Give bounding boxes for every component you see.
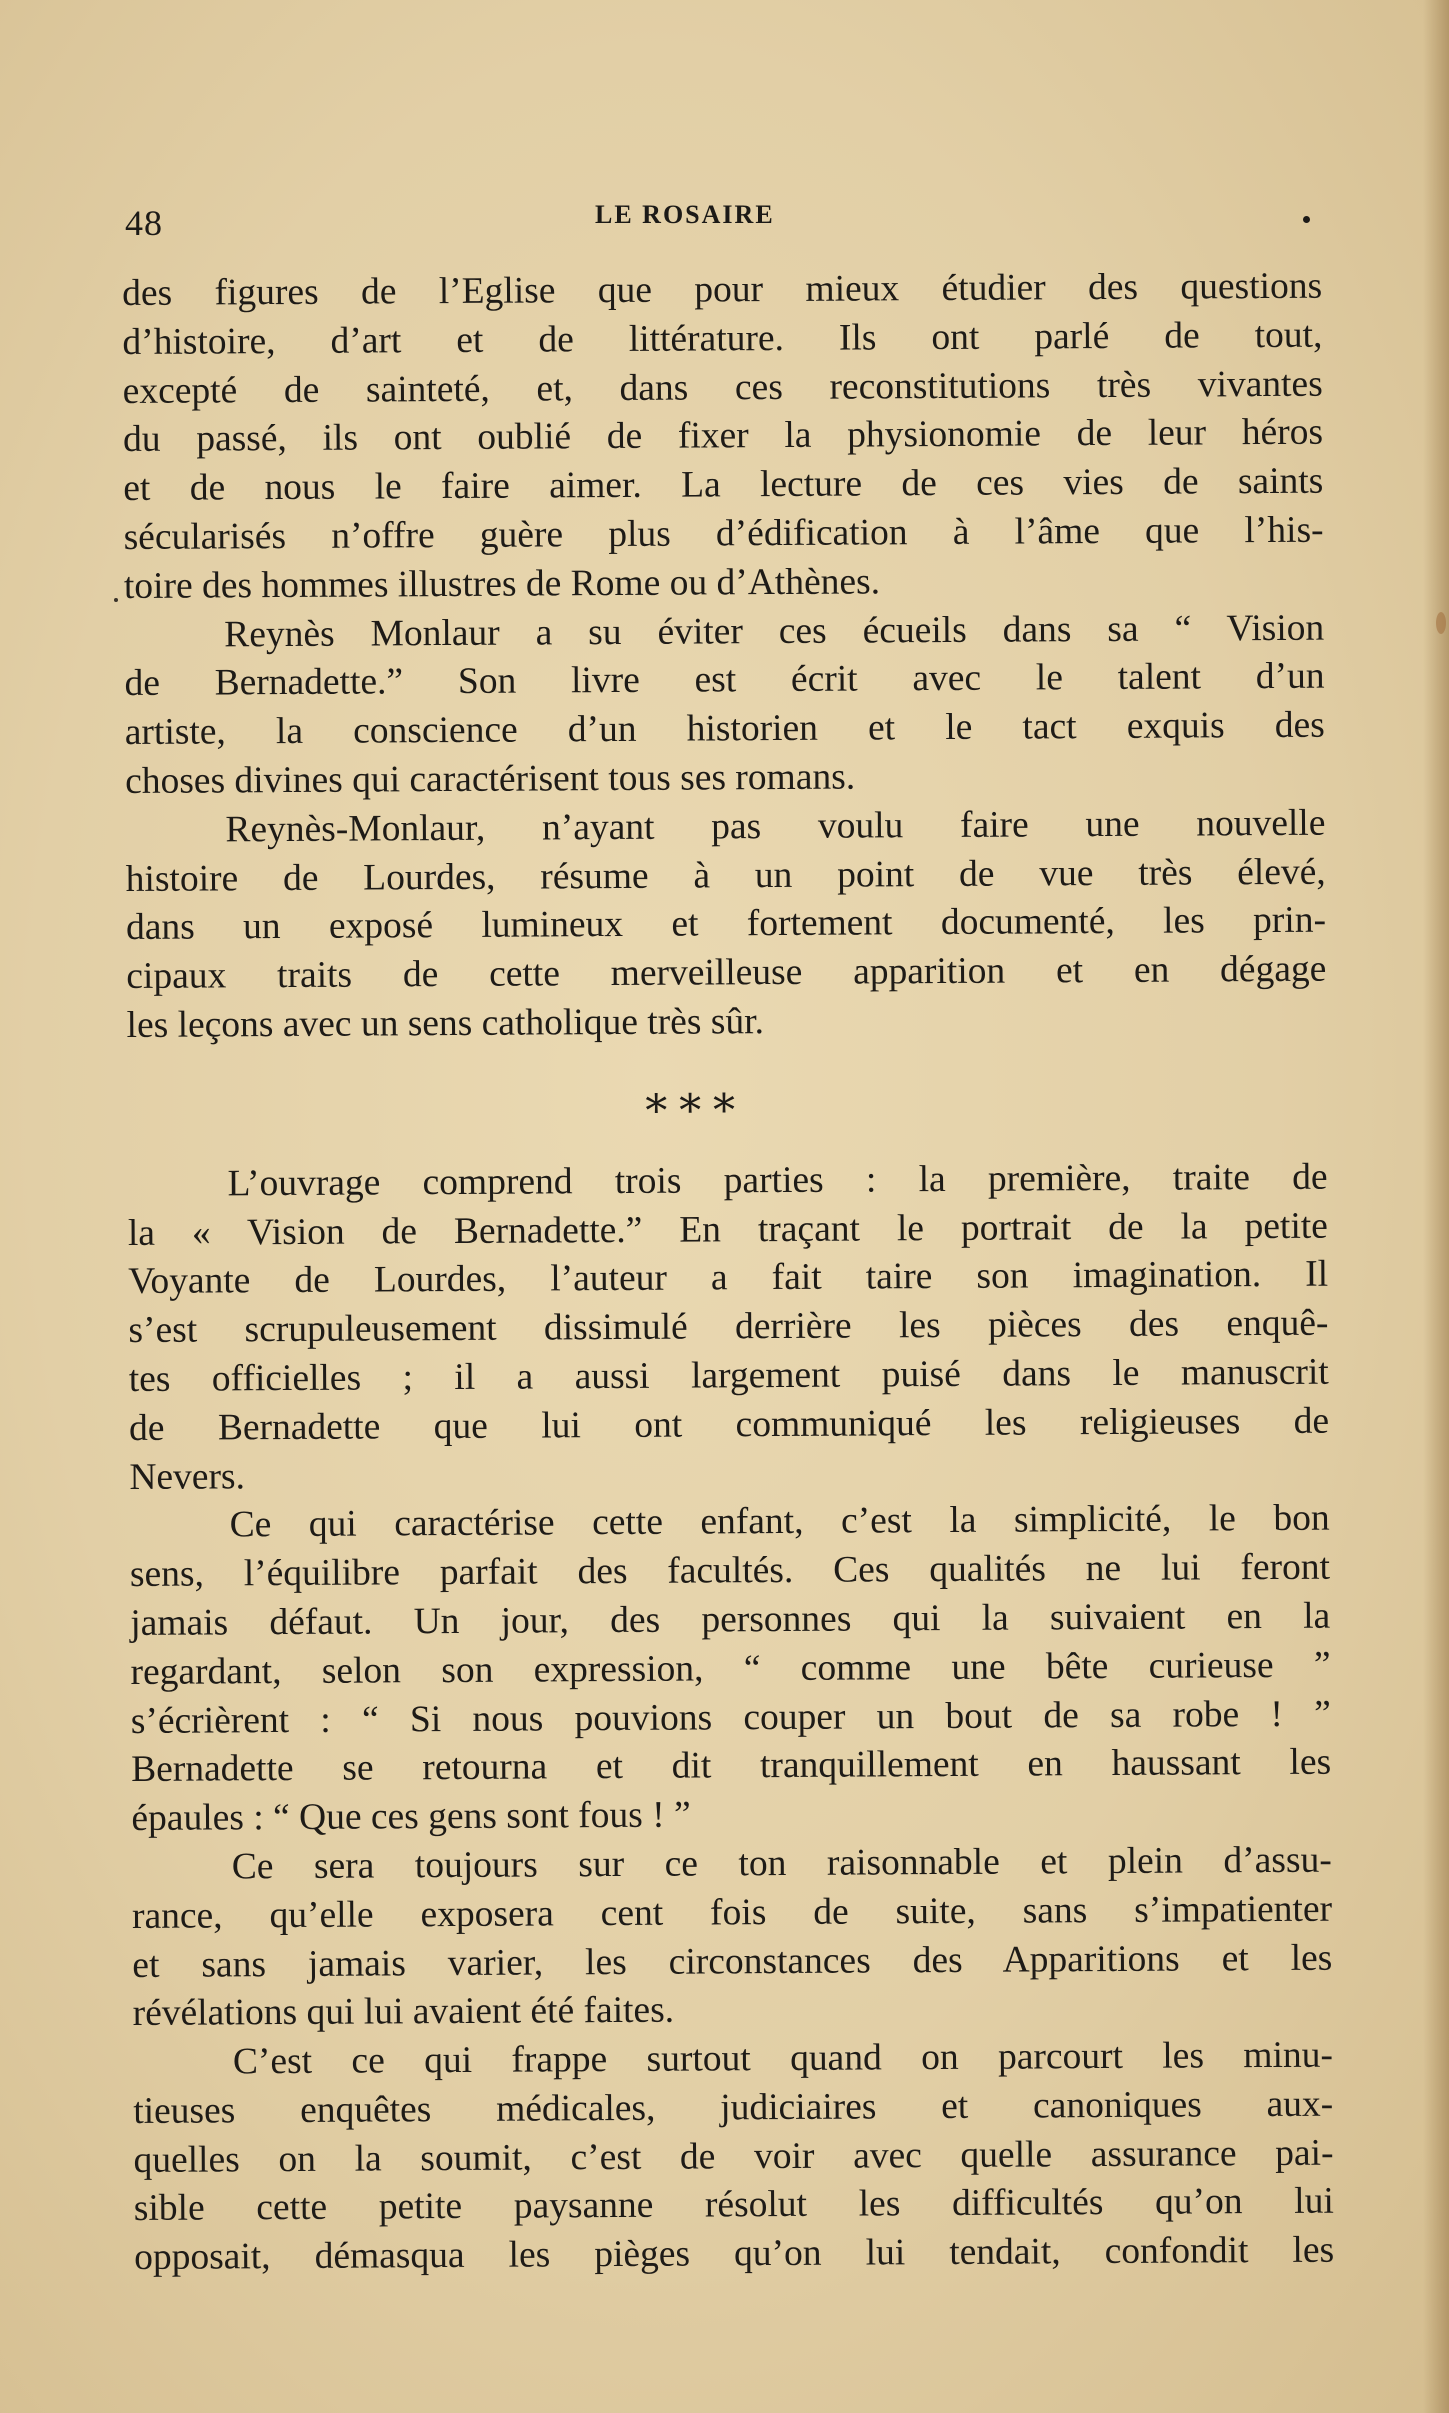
text-line: les leçons avec un sens catholique très sûr.	[126, 1001, 765, 1046]
text-line: Reynès Monlaur a su éviter ces écueils dans sa “ Vision	[224, 607, 1325, 655]
text-line: de Bernadette que lui ont communiqué les religieuses de	[128, 1400, 1330, 1449]
text-line: tieuses enquêtes médicales, judiciaires et canoniques aux-	[133, 2083, 1334, 2132]
text-line: révélations qui lui avaient été faites.	[132, 1989, 675, 2035]
text-line: excepté de sainteté, et, dans ces reconstitutions très vivantes	[122, 363, 1323, 412]
body-text	[122, 263, 1334, 2283]
paragraph	[122, 263, 1324, 612]
section-separator-asterisks: ∗∗∗	[641, 1076, 744, 1127]
text-line: épaules : “ Que ces gens sont fous ! ”	[131, 1794, 691, 1840]
page-number: 48	[125, 203, 163, 243]
text-line: rance, qu’elle exposera cent fois de suite, sans s’impatienter	[131, 1888, 1333, 1937]
text-line: Reynès-Monlaur, n’ayant pas voulu faire une nouvelle	[225, 802, 1326, 851]
paragraph	[133, 2032, 1334, 2283]
paragraph	[130, 1495, 1332, 1844]
text-line: Ce sera toujours sur ce ton raisonnable et plein d’assu-	[231, 1839, 1332, 1888]
text-line: Nevers.	[129, 1455, 246, 1498]
text-line: C’est ce qui frappe surtout quand on parcourt les minu-	[232, 2034, 1334, 2083]
text-line: Ce qui caractérise cette enfant, c’est la simplicité, le bon	[229, 1497, 1330, 1546]
text-line: dans un exposé lumineux et fortement documenté, les prin-	[125, 900, 1327, 949]
text-line: sible cette petite paysanne résolut les difficultés qu’on lui	[133, 2181, 1334, 2230]
text-line: de Bernadette.” Son livre est écrit avec le talent d’un	[124, 656, 1325, 705]
text-line: opposait, démasqua les pièges qu’on lui tendait, confondit les	[134, 2229, 1335, 2279]
text-line: des figures de l’Eglise que pour mieux étudier des questions	[122, 265, 1323, 314]
text-line: et sans jamais varier, les circonstances des Apparitions et les	[132, 1937, 1333, 1986]
text-line: sens, l’équilibre parfait des facultés. Ces qualités ne lui feront	[129, 1546, 1331, 1596]
text-line: et de nous le faire aimer. La lecture de ces vies de saints	[123, 460, 1324, 510]
text-line: sécularisés n’offre guère plus d’édification à l’âme que l’his-	[123, 509, 1324, 558]
paragraph	[127, 1153, 1329, 1502]
running-title: LE ROSAIRE	[595, 200, 775, 229]
paragraph	[132, 1837, 1333, 2040]
page-header	[125, 196, 1315, 256]
text-line: histoire de Lourdes, résume à un point de vue très élevé,	[125, 851, 1326, 900]
header-dot-mark	[1303, 216, 1310, 223]
text-line: artiste, la conscience d’un historien et le tact exquis des	[124, 704, 1325, 754]
text-line: jamais défaut. Un jour, des personnes qui la suivaient en la	[130, 1595, 1331, 1644]
text-line: la « Vision de Bernadette.” En traçant le portrait de la petite	[127, 1205, 1328, 1254]
text-line: L’ouvrage comprend trois parties : la première, traite de	[227, 1156, 1328, 1205]
page-edge-shadow	[1423, 0, 1449, 2413]
paragraph	[124, 604, 1325, 807]
text-line: Voyante de Lourdes, l’auteur a fait taire son imagination. Il	[128, 1253, 1329, 1303]
paragraph	[125, 799, 1326, 1050]
text-line: d’histoire, d’art et de littérature. Ils ont parlé de tout,	[122, 314, 1323, 363]
text-line: s’écrièrent : “ Si nous pouvions couper un bout de sa robe ! ”	[130, 1693, 1331, 1742]
text-line: regardant, selon son expression, “ comme une bête curieuse ”	[130, 1644, 1331, 1693]
text-line: quelles on la soumit, c’est de voir avec quelle assurance pai-	[133, 2132, 1334, 2181]
paper-stain	[1436, 612, 1446, 634]
text-line: choses divines qui caractérisent tous ses romans.	[124, 756, 856, 802]
text-line: du passé, ils ont oublié de fixer la physionomie de leur héros	[122, 412, 1324, 461]
text-line: cipaux traits de cette merveilleuse apparition et en dégage	[126, 948, 1327, 998]
text-line: toire des hommes illustres de Rome ou d’Athènes.	[123, 561, 881, 607]
text-line: s’est scrupuleusement dissimulé derrière les pièces des enquê-	[128, 1302, 1329, 1352]
text-line: Bernadette se retourna et dit tranquillement en haussant les	[131, 1741, 1332, 1791]
text-line: tes officielles ; il a aussi largement puisé dans le manuscrit	[128, 1351, 1329, 1400]
margin-mark	[114, 598, 118, 602]
